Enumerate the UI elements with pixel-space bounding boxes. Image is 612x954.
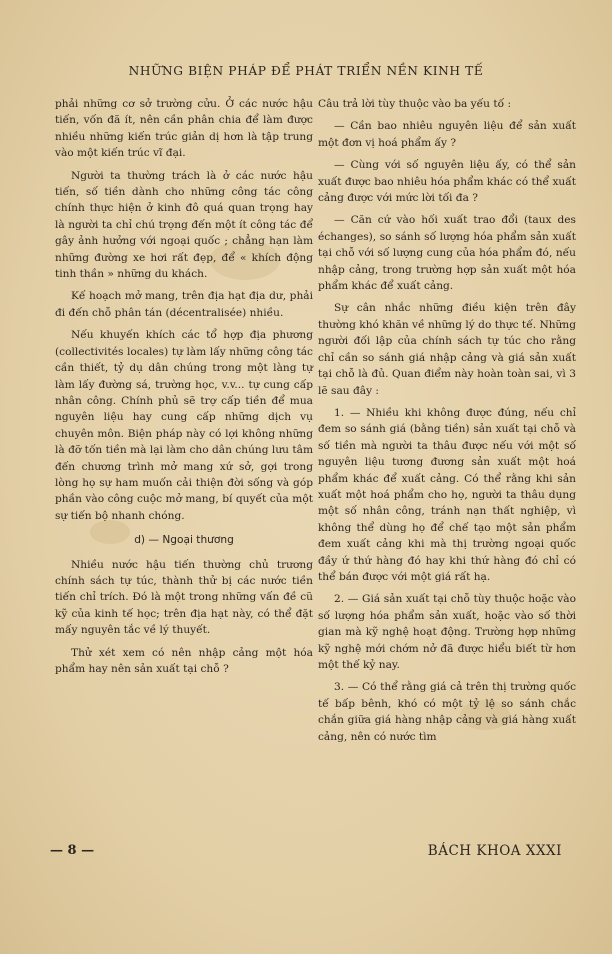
paragraph: Người ta thường trách là ở các nước hậu tiến, số tiền dành cho những công tác công chính thực hiện ở kinh đô quá quan trọng hay là người ta chỉ chú trọng đến một ít công tác để gây ảnh hưởng với ngoại quốc ; chẳng hạn làm những đường xe hơi rất đẹp, để « khích động tinh thần » những du khách.	[55, 169, 313, 281]
paragraph: — Cần bao nhiêu nguyên liệu để sản xuất một đơn vị hoá phẩm ấy ?	[318, 120, 576, 149]
paragraph: Nếu khuyến khích các tổ hợp địa phương (collectivités locales) tự làm lấy những công tác cần thiết, tỷ dụ dân chúng trong một làng tự làm lấy đường sá, trường học, v.v... tự cung cấp nhân công. Chính phủ sẽ trợ cấp tiền để mua nguyên liệu hay cung cấp những dịch vụ chuyên môn. Biện pháp này có lợi không những là đỡ tốn tiền mà lại làm cho dân chúng lưu tâm đến chương trình mở mang xứ sở, gợi trong lòng họ sự ham muốn cải thiện đời sống và góp phần vào công cuộc mở mang, bí quyết của một sự tiến bộ nhanh chóng.	[55, 329, 313, 522]
paragraph: — Cùng với số nguyên liệu ấy, có thể sản xuất được bao nhiêu hóa phẩm khác có thể xuất cảng được với mức lời tối đa ?	[318, 159, 576, 205]
page-header: NHỮNG BIỆN PHÁP ĐỂ PHÁT TRIỂN NỀN KINH TẾ	[128, 64, 484, 78]
left-column	[55, 96, 313, 683]
paragraph: 1. — Nhiều khi không được đúng, nếu chỉ đem so sánh giá (bằng tiền) sản xuất tại chỗ và số tiền mà người ta thâu được nếu với một số nguyên liệu tương đương sản xuất một hoá phẩm khác để xuất cảng. Có thể rằng khi sản xuất một hoá phẩm cho họ, người ta thâu dụng một số nhân công, tránh nạn thất nghiệp, vì không thể dùng họ để chế tạo một sản phẩm đem xuất cảng khi mà thị trường ngoại quốc đầy ứ thứ hàng đó hay khi thứ hàng đó chỉ có thể bán được với một giá rất hạ.	[318, 406, 576, 583]
paragraph: Câu trả lời tùy thuộc vào ba yếu tố :	[318, 98, 512, 110]
paragraph: 3. — Có thể rằng giá cả trên thị trường quốc tế bấp bênh, khó có một tỷ lệ so sánh chắc chắn giữa giá hàng nhập cảng và giá hàng xuất cảng, nên có nước tìm	[318, 681, 576, 743]
paragraph: — Căn cứ vào hối xuất trao đổi (taux des échanges), so sánh số lượng hóa phẩm sản xuất tại chỗ với số lượng cung của hóa phẩm đó, nếu nhập cảng, trong trường hợp sản xuất một hóa phẩm khác để xuất cảng.	[318, 214, 576, 293]
paragraph: Thử xét xem có nên nhập cảng một hóa phẩm hay nên sản xuất tại chỗ ?	[55, 646, 313, 675]
paragraph: Kế hoạch mở mang, trên địa hạt địa dư, phải đi đến chỗ phân tán (décentralisée) nhiều.	[55, 290, 313, 319]
publication-name: BÁCH KHOA XXXI	[427, 843, 562, 859]
paragraph: 2. — Giá sản xuất tại chỗ tùy thuộc hoặc vào số lượng hóa phẩm sản xuất, hoặc vào số thời gian mà kỹ nghệ hoạt động. Trường hợp những kỹ nghệ mới chớm nở đã được hiểu biết từ hơn một thế kỷ nay.	[318, 593, 576, 671]
right-column	[318, 96, 576, 751]
section-heading: d) — Ngoại thương	[134, 534, 234, 547]
page-number: — 8 —	[50, 843, 95, 858]
paragraph: Sự cân nhắc những điều kiện trên đây thường khó khăn về những lý do thực tế. Những người đối lập của chính sách tự túc cho rằng chỉ cần so sánh giá nhập cảng và giá sản xuất tại chỗ là đủ. Quan điểm này hoàn toàn sai, vì 3 lẽ sau đây :	[318, 302, 576, 397]
paragraph: phải những cơ sở trường cửu. Ở các nước hậu tiến, vốn đã ít, nên cần phân chia để làm được nhiều những kiến trúc giản dị hơn là tập trung vào một kiến trúc vĩ đại.	[55, 98, 313, 160]
paragraph: Nhiều nước hậu tiến thường chủ trương chính sách tự túc, thành thử bị các nước tiền tiến chỉ trích. Đó là một trong những vấn đề cũ kỹ của kinh tế học; trên địa hạt này, có thể đặt mấy nguyên tắc về lý thuyết.	[55, 558, 313, 637]
